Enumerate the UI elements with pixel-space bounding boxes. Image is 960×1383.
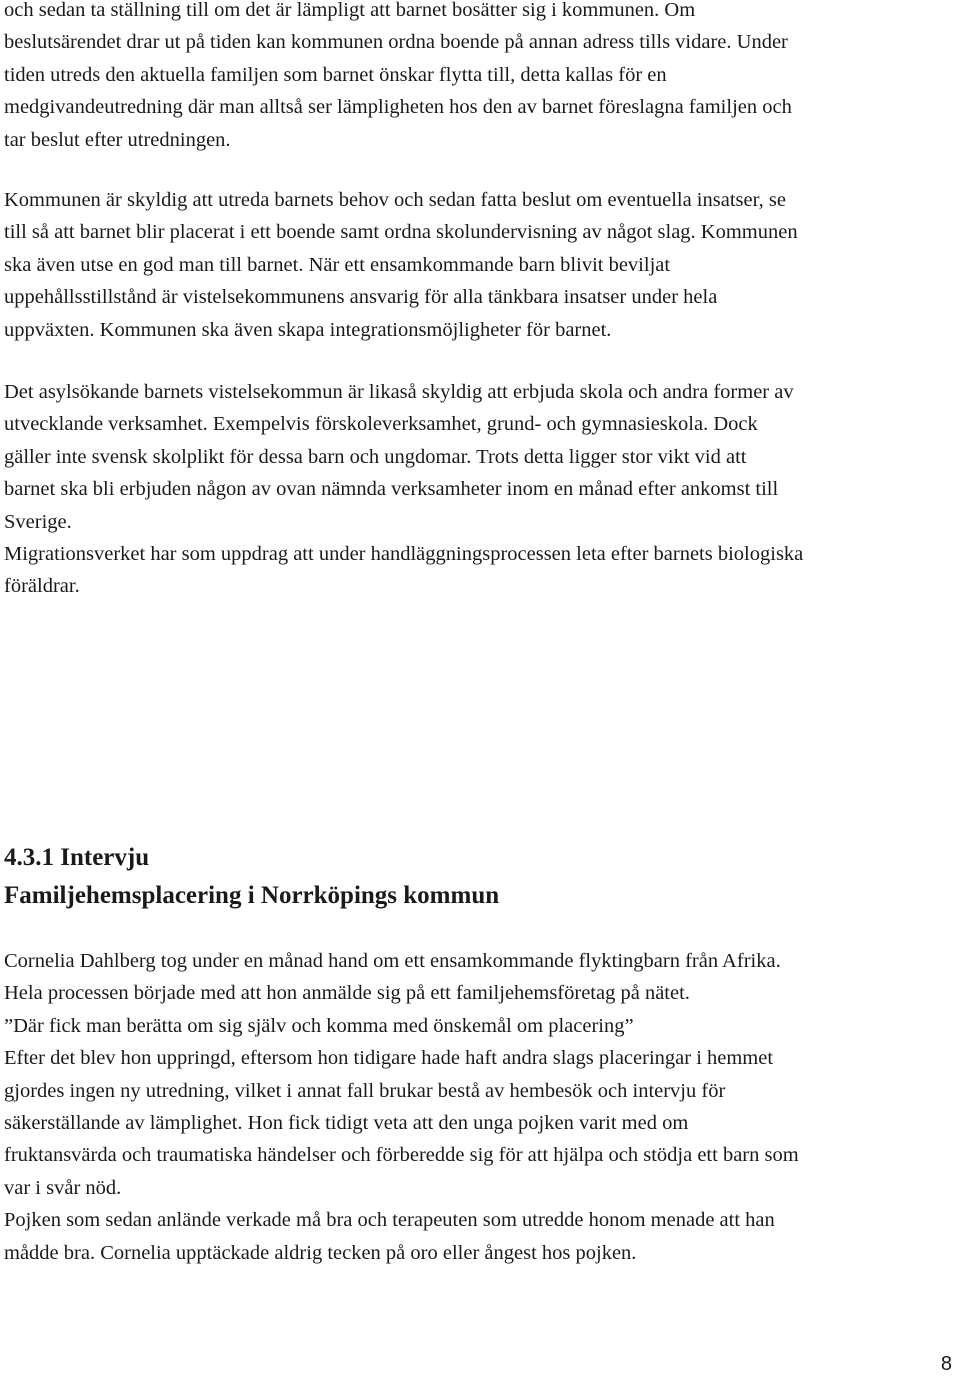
text-line: var i svår nöd. (4, 1176, 122, 1199)
text-line: utvecklande verksamhet. Exempelvis förskoleverksamhet, grund- och gymnasieskola. Dock (4, 413, 758, 436)
text-line: tiden utreds den aktuella familjen som barnet önskar flytta till, detta kallas för en (4, 63, 667, 86)
page-number: 8 (940, 1353, 952, 1375)
text-line: föräldrar. (4, 575, 80, 598)
section-number-title: 4.3.1 Intervju (4, 844, 150, 871)
text-line: tar beslut efter utredningen. (4, 128, 231, 151)
paragraph-3 (4, 376, 803, 603)
text-line: gjordes ingen ny utredning, vilket i annat fall brukar bestå av hembesök och intervju för (4, 1079, 726, 1102)
section-heading (4, 839, 499, 915)
text-line: Kommunen är skyldig att utreda barnets behov och sedan fatta beslut om eventuella insatser, se (4, 189, 786, 211)
quote-line: ”Där fick man berätta om sig själv och komma med önskemål om placering” (4, 1014, 634, 1037)
section-subtitle: Familjehemsplacering i Norrköpings kommun (4, 882, 500, 909)
text-line: säkerställande av lämplighet. Hon fick tidigt veta att den unga pojken varit med om (4, 1112, 689, 1135)
text-line: och sedan ta ställning till om det är lämpligt att barnet bosätter sig i kommunen. Om (4, 0, 696, 21)
text-line: Pojken som sedan anlände verkade må bra och terapeuten som utredde honom menade att han (4, 1209, 775, 1232)
text-line: uppehållsstillstånd är vistelsekommunens ansvarig för alla tänkbara insatser under hela (4, 286, 718, 309)
text-line: till så att barnet blir placerat i ett boende samt ordna skolundervisning av något slag. Kommunen (4, 221, 798, 244)
text-line: medgivandeutredning där man alltså ser lämpligheten hos den av barnet föreslagna familjen och (4, 96, 792, 119)
text-line: Cornelia Dahlberg tog under en månad hand om ett ensamkommande flyktingbarn från Afrika. (4, 950, 781, 972)
text-line: Efter det blev hon uppringd, eftersom hon tidigare hade haft andra slags placeringar i hemmet (4, 1047, 774, 1070)
text-line: Migrationsverket har som uppdrag att under handläggningsprocessen leta efter barnets biologiska (4, 543, 804, 566)
text-line: beslutsärendet drar ut på tiden kan kommunen ordna boende på annan adress tills vidare. Under (4, 31, 788, 54)
paragraph-1 (4, 0, 792, 156)
paragraph-2 (4, 184, 798, 346)
text-line: mådde bra. Cornelia upptäckade aldrig tecken på oro eller ångest hos pojken. (4, 1241, 637, 1264)
text-line: fruktansvärda och traumatiska händelser och förberedde sig för att hjälpa och stödja ett barn som (4, 1144, 799, 1167)
text-line: gäller inte svensk skolplikt för dessa barn och ungdomar. Trots detta ligger stor vikt vid att (4, 445, 747, 468)
text-line: Sverige. (4, 510, 72, 533)
text-line: barnet ska bli erbjuden någon av ovan nämnda verksamheter inom en månad efter ankomst till (4, 478, 779, 501)
interview-paragraph (4, 945, 799, 1269)
text-line: uppväxten. Kommunen ska även skapa integrationsmöjligheter för barnet. (4, 318, 612, 341)
text-line: ska även utse en god man till barnet. När ett ensamkommande barn blivit beviljat (4, 253, 671, 276)
text-line: Hela processen började med att hon anmälde sig på ett familjehemsföretag på nätet. (4, 982, 690, 1005)
text-line: Det asylsökande barnets vistelsekommun är likaså skyldig att erbjuda skola och andra former av (4, 381, 794, 403)
